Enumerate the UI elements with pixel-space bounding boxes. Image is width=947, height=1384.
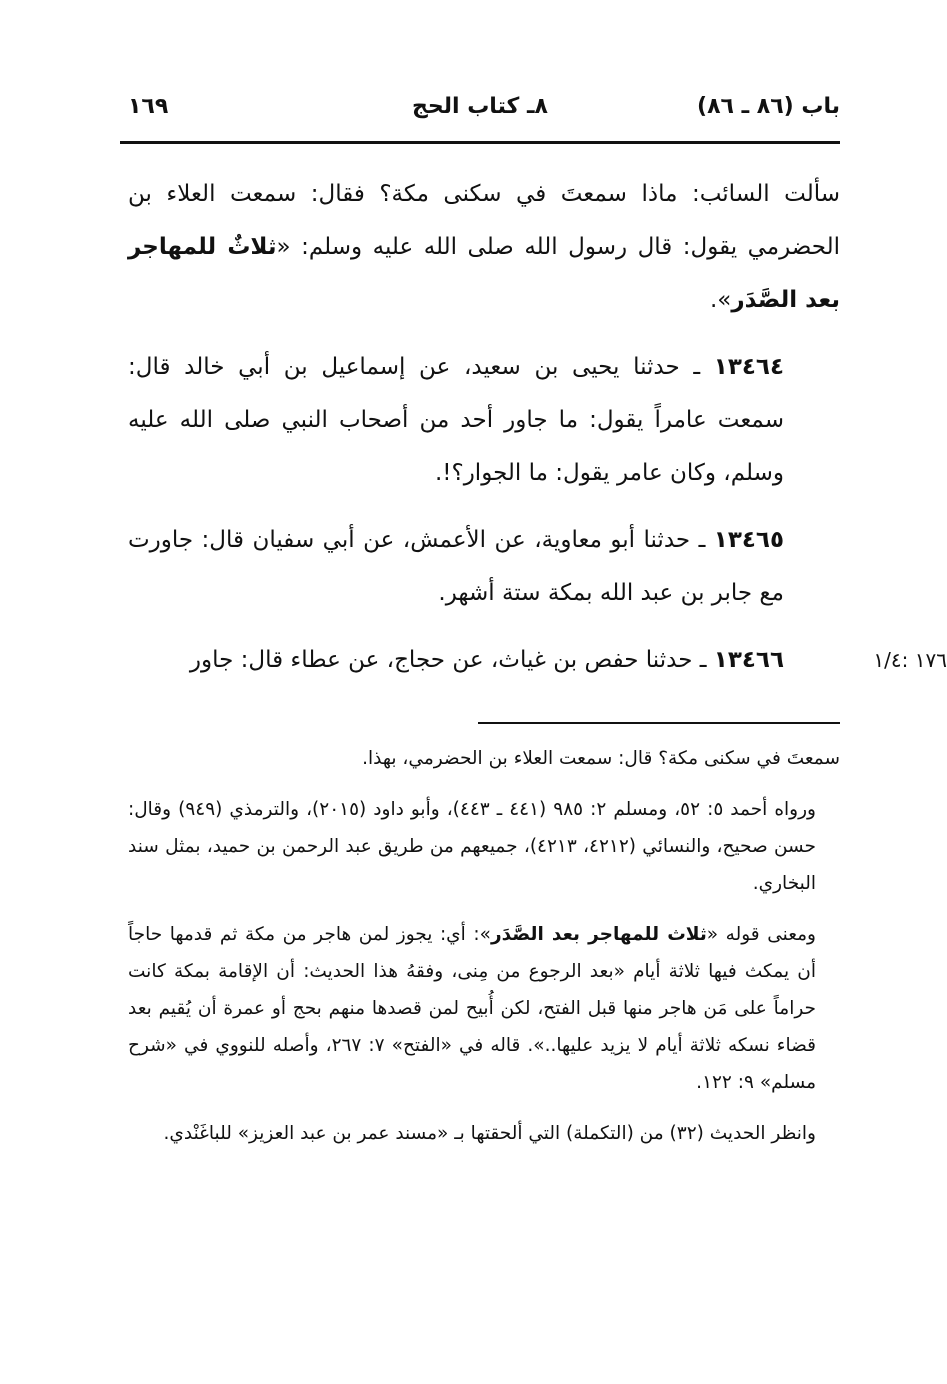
hadith-text: ـ حدثنا حفص بن غياث، عن حجاج، عن عطاء قال: جاور <box>189 647 714 673</box>
hadith-text: ـ حدثنا أبو معاوية، عن الأعمش، عن أبي سفيان قال: جاورت مع جابر بن عبد الله بمكة ستة أشهر. <box>128 527 784 606</box>
book-title: ٨ـ كتاب الحج <box>412 94 548 119</box>
hadith-number: ١٣٤٦٥ <box>713 527 784 553</box>
page-header <box>120 90 840 130</box>
footnote-takhrij: ورواه أحمد ٥: ٥٢، ومسلم ٢: ٩٨٥ (٤٤١ ـ ٤٤٣)، وأبو داود (٢٠١٥)، والترمذي (٩٤٩) وقال: حسن صحيح، والنسائي (٤٢١٢، ٤٢١٣)، جميعهم من طريق عبد الرحمن بن حميد، بمثل سند البخاري. <box>128 799 816 894</box>
margin-reference: ١٧٦ :١/٤ <box>873 648 947 672</box>
footnote-meaning <box>128 916 840 1101</box>
paragraph-continuation <box>128 168 840 327</box>
header-rule <box>120 141 840 144</box>
hadith-number: ١٣٤٦٤ <box>713 354 784 380</box>
hadith-13465 <box>128 514 840 620</box>
footnote-see-also: وانظر الحديث (٣٢) من (التكملة) التي ألحقتها بـ «مسند عمر بن عبد العزيز» للباغَنْدي. <box>163 1123 816 1144</box>
footnote-quote: ثلاث للمهاجر بعد الصَّدَر <box>490 924 707 945</box>
footnote-text: »: أي: يجوز لمن هاجر من مكة ثم قدمها حاجاً أن يمكث فيها ثلاثة أيام «بعد الرجوع من مِنى، وفقهُ هذا الحديث: أن الإقامة بمكة كانت حراماً على مَن هاجر منها قبل الفتح، لكن أُبيح لمن قصدها منهم بحج أو عمرة أن يُقيم بعد قضاء نسكه ثلاثة أيام لا يزيد عليها..». قاله في «الفتح» ٧: ٢٦٧، وأصله للنووي في «شرح مسلم» ٩: ١٢٢. <box>128 924 817 1093</box>
main-text <box>128 168 840 701</box>
footnote-continuation: سمعتَ في سكنى مكة؟ قال: سمعت العلاء بن الحضرمي، بهذا. <box>362 748 840 769</box>
page-number: ١٦٩ <box>128 94 169 119</box>
footnotes <box>128 740 840 1166</box>
hadith-13464 <box>128 341 840 500</box>
hadith-quote: ثلاثٌ للمهاجر بعد الصَّدَر <box>128 234 840 313</box>
hadith-number: ١٣٤٦٦ <box>713 647 784 673</box>
chapter-range: باب (٨٦ ـ ٨٦) <box>697 94 840 119</box>
quote-close: ». <box>709 287 732 313</box>
paragraph-text: سألت السائب: ماذا سمعتَ في سكنى مكة؟ فقال: سمعت العلاء بن الحضرمي يقول: قال رسول الله صلى الله عليه وسلم: « <box>128 181 841 260</box>
hadith-13466 <box>128 634 840 687</box>
footnote-text: ومعنى قوله « <box>706 924 816 945</box>
footnote-rule <box>478 722 840 724</box>
hadith-text: ـ حدثنا يحيى بن سعيد، عن إسماعيل بن أبي خالد قال: سمعت عامراً يقول: ما جاور أحد من أصحاب النبي صلى الله عليه وسلم، وكان عامر يقول: ما الجوار؟!. <box>128 354 784 486</box>
